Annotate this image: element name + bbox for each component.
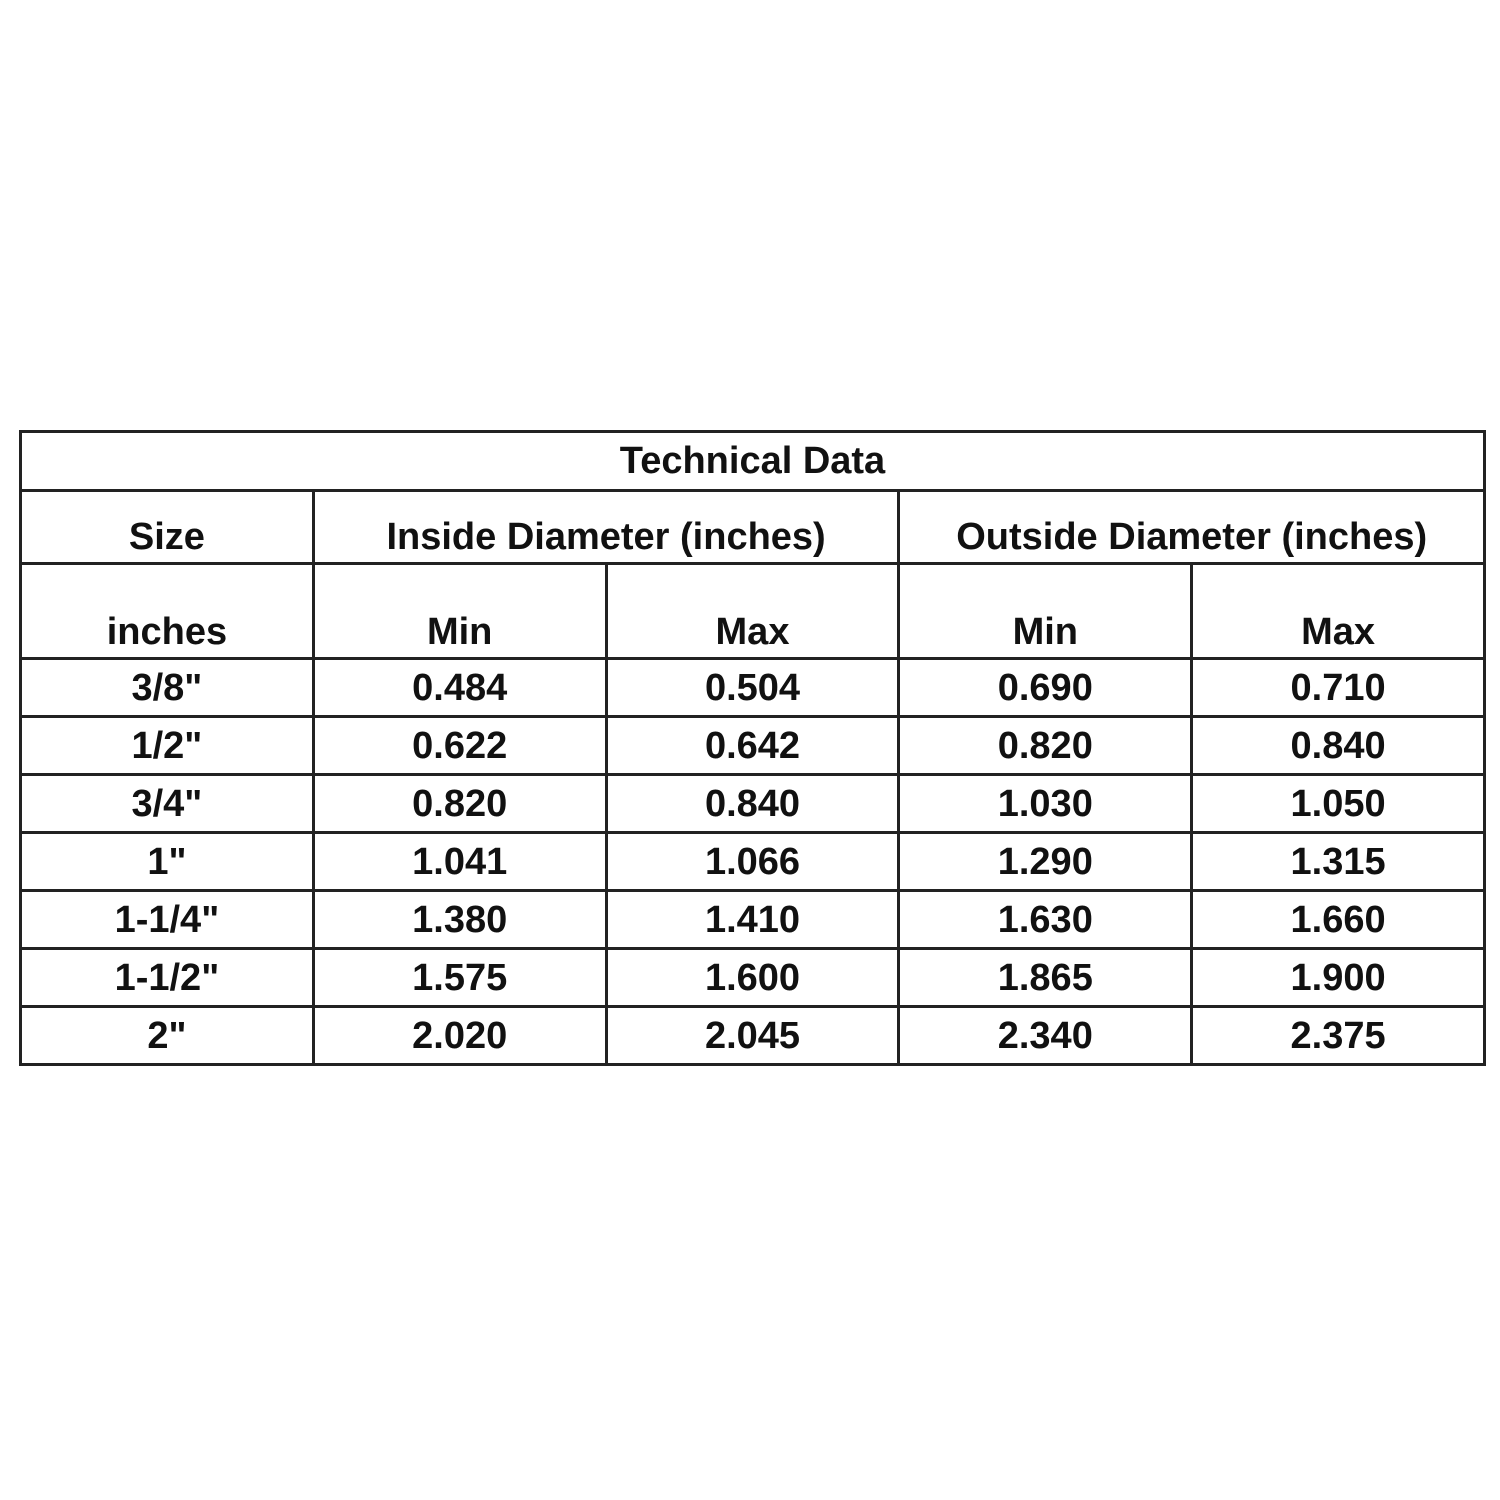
inside-max-cell: 0.642 bbox=[606, 717, 899, 775]
size-cell: 3/4" bbox=[21, 775, 314, 833]
outside-max-cell: 2.375 bbox=[1192, 1007, 1485, 1065]
table-row bbox=[21, 949, 1485, 1007]
inside-max-cell: 0.840 bbox=[606, 775, 899, 833]
outside-min-cell: 1.865 bbox=[899, 949, 1192, 1007]
size-header: Size bbox=[21, 491, 314, 564]
inside-max-cell: 1.600 bbox=[606, 949, 899, 1007]
table-row bbox=[21, 1007, 1485, 1065]
size-cell: 1-1/4" bbox=[21, 891, 314, 949]
inside-min-cell: 0.820 bbox=[313, 775, 606, 833]
size-cell: 1-1/2" bbox=[21, 949, 314, 1007]
inside-min-header: Min bbox=[313, 564, 606, 659]
outside-min-cell: 0.690 bbox=[899, 659, 1192, 717]
size-cell: 2" bbox=[21, 1007, 314, 1065]
outside-min-cell: 1.030 bbox=[899, 775, 1192, 833]
inside-min-cell: 1.575 bbox=[313, 949, 606, 1007]
size-cell: 1" bbox=[21, 833, 314, 891]
inside-min-cell: 0.622 bbox=[313, 717, 606, 775]
table-row bbox=[21, 659, 1485, 717]
sub-header-row bbox=[21, 564, 1485, 659]
table-row bbox=[21, 717, 1485, 775]
outside-max-cell: 0.840 bbox=[1192, 717, 1485, 775]
inside-min-cell: 2.020 bbox=[313, 1007, 606, 1065]
inside-diameter-header: Inside Diameter (inches) bbox=[313, 491, 899, 564]
outside-max-cell: 0.710 bbox=[1192, 659, 1485, 717]
technical-data-table bbox=[19, 430, 1486, 1066]
outside-diameter-header: Outside Diameter (inches) bbox=[899, 491, 1485, 564]
outside-max-header: Max bbox=[1192, 564, 1485, 659]
inside-max-cell: 0.504 bbox=[606, 659, 899, 717]
group-header-row bbox=[21, 491, 1485, 564]
table-title-row bbox=[21, 432, 1485, 491]
inside-max-header: Max bbox=[606, 564, 899, 659]
outside-min-cell: 1.630 bbox=[899, 891, 1192, 949]
inside-max-cell: 2.045 bbox=[606, 1007, 899, 1065]
table-row bbox=[21, 891, 1485, 949]
outside-min-cell: 1.290 bbox=[899, 833, 1192, 891]
outside-max-cell: 1.050 bbox=[1192, 775, 1485, 833]
inside-min-cell: 0.484 bbox=[313, 659, 606, 717]
size-unit-header: inches bbox=[21, 564, 314, 659]
size-cell: 1/2" bbox=[21, 717, 314, 775]
table-body bbox=[21, 659, 1485, 1065]
outside-max-cell: 1.315 bbox=[1192, 833, 1485, 891]
table-row bbox=[21, 833, 1485, 891]
outside-max-cell: 1.660 bbox=[1192, 891, 1485, 949]
table-title: Technical Data bbox=[21, 432, 1485, 491]
outside-min-cell: 0.820 bbox=[899, 717, 1192, 775]
outside-min-cell: 2.340 bbox=[899, 1007, 1192, 1065]
inside-min-cell: 1.041 bbox=[313, 833, 606, 891]
inside-min-cell: 1.380 bbox=[313, 891, 606, 949]
inside-max-cell: 1.410 bbox=[606, 891, 899, 949]
inside-max-cell: 1.066 bbox=[606, 833, 899, 891]
outside-min-header: Min bbox=[899, 564, 1192, 659]
size-cell: 3/8" bbox=[21, 659, 314, 717]
outside-max-cell: 1.900 bbox=[1192, 949, 1485, 1007]
table-row bbox=[21, 775, 1485, 833]
